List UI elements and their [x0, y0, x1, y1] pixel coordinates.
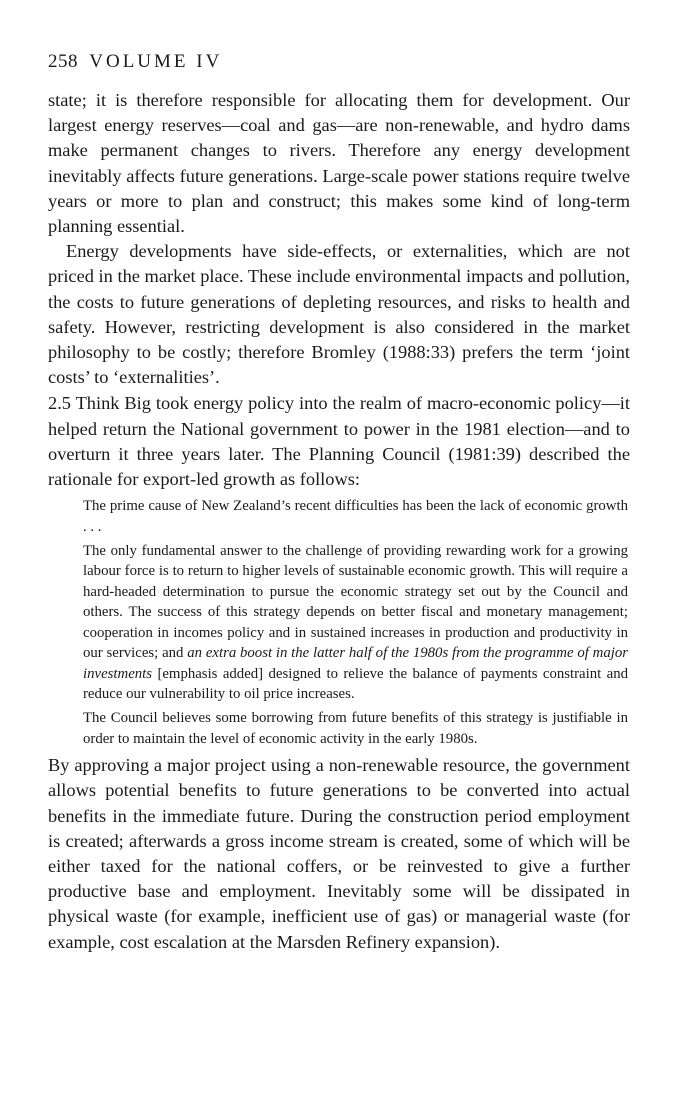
quote-paragraph-1: The prime cause of New Zealand’s recent difficulties has been the lack of economic growth . . .	[83, 498, 628, 535]
volume-title: VOLUME IV	[89, 51, 223, 72]
book-page	[48, 50, 630, 955]
block-quote	[83, 496, 628, 749]
quote-text-end: [emphasis added] designed to relieve the balance of payments constraint and reduce our vulnerability to oil price increases.	[83, 665, 628, 702]
paragraph-1: state; it is therefore responsible for allocating them for development. Our largest energy reserves—coal and gas—are non-renewable, and hydro dams make permanent changes to rivers. Therefore any energy development inevitably affects future generations. Large-scale power stations require twelve years or more to plan and construct; this makes some kind of long-term planning essential.	[48, 90, 630, 237]
quote-emphasis: an extra boost in the latter half of the 1980s from the programme of major investments	[83, 645, 628, 682]
running-header	[48, 50, 630, 74]
quote-paragraph-2	[83, 541, 628, 704]
paragraph-2: Energy developments have side-effects, or externalities, which are not priced in the market place. These include environmental impacts and pollution, the costs to future generations of depleting resources, and risks to health and safety. However, restricting development is also considered in the market philosophy to be costly; therefore Bromley (1988:33) prefers the term ‘joint costs’ to ‘externalities’.	[48, 241, 630, 388]
quote-paragraph-3: The Council believes some borrowing from future benefits of this strategy is justifiable in order to maintain the level of economic activity in the early 1980s.	[83, 710, 628, 747]
paragraph-section-2-5: 2.5 Think Big took energy policy into the realm of macro-economic policy—it helped return the National government to power in the 1981 election—and to overturn it three years later. The Planning Council (1981:39) described the rationale for export-led growth as follows:	[48, 393, 630, 490]
paragraph-4: By approving a major project using a non-renewable resource, the government allows potential benefits to future generations to be converted into actual benefits in the immediate future. During the construction period employment is created; afterwards a gross income stream is created, some of which will be either taxed for the national coffers, or be reinvested to give a further productive base and employment. Inevitably some will be dissipated in physical waste (for example, inefficient use of gas) or managerial waste (for example, cost escalation at the Marsden Refinery expansion).	[48, 755, 630, 952]
quote-text-start: The only fundamental answer to the challenge of providing rewarding work for a growing labour force is to return to higher levels of sustainable economic growth. This will require a hard-headed determination to pursue the economic strategy set out by the Council and others. The success of this strategy depends on better fiscal and monetary management; cooperation in incomes policy and in sustained increases in production and productivity in our services; and	[83, 543, 628, 662]
page-number: 258	[48, 51, 78, 72]
